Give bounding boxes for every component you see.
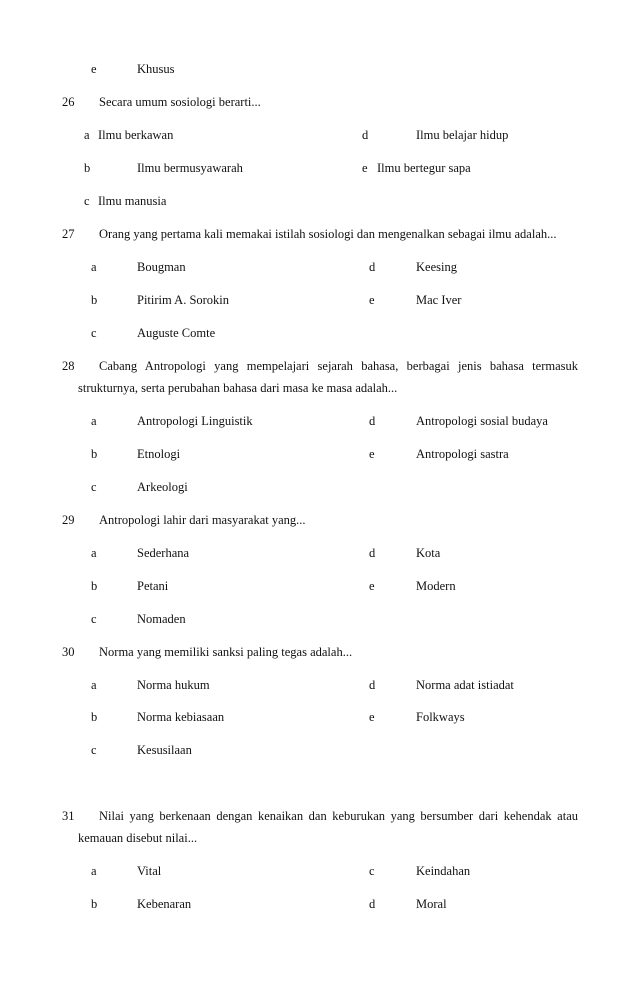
option-label: d [369, 897, 376, 911]
option-text: Auguste Comte [137, 326, 216, 340]
option-label: e [369, 579, 375, 593]
option-label: c [91, 743, 97, 757]
option-text: Folkways [416, 710, 465, 724]
option-label: e [362, 161, 368, 175]
option-label: d [369, 260, 376, 274]
option-label: b [91, 579, 98, 593]
option-label: b [91, 293, 98, 307]
option-text: Arkeologi [137, 480, 188, 494]
question-number: 26 [62, 95, 75, 109]
option-text: Moral [416, 897, 447, 911]
option-label: a [91, 414, 97, 428]
option-label: d [362, 128, 369, 142]
option-text: Etnologi [137, 447, 181, 461]
option-text: Mac Iver [416, 293, 462, 307]
option-text: Modern [416, 579, 456, 593]
option-text: Norma kebiasaan [137, 710, 225, 724]
option-text: Nomaden [137, 612, 186, 626]
option-label: c [91, 326, 97, 340]
option-text: Kota [416, 546, 441, 560]
question-number: 29 [62, 513, 75, 527]
option-text: Antropologi Linguistik [137, 414, 253, 428]
option-text: Ilmu belajar hidup [416, 128, 509, 142]
question-number: 31 [62, 809, 75, 823]
option-label: a [91, 678, 97, 692]
option-label: d [369, 546, 376, 560]
question-number: 27 [62, 227, 75, 241]
option-label: e [369, 710, 375, 724]
option-label: a [91, 260, 97, 274]
question-text: Secara umum sosiologi berarti... [99, 95, 261, 109]
option-text: Bougman [137, 260, 186, 274]
option-text: Kesusilaan [137, 743, 192, 757]
question-text: Norma yang memiliki sanksi paling tegas adalah... [99, 645, 353, 659]
option-text: Petani [137, 579, 169, 593]
option-label: e [91, 62, 97, 76]
option-label: e [369, 293, 375, 307]
option-text: Vital [137, 864, 162, 878]
option-text: Kebenaran [137, 897, 192, 911]
option-text: Ilmu berkawan [98, 128, 174, 142]
question-number: 28 [62, 359, 75, 373]
option-text: Antropologi sastra [416, 447, 509, 461]
option-label: b [84, 161, 91, 175]
option-label: b [91, 447, 98, 461]
option-label: a [91, 546, 97, 560]
option-label: d [369, 414, 376, 428]
option-label: c [84, 194, 90, 208]
option-label: b [91, 710, 98, 724]
option-text: Khusus [137, 62, 175, 76]
option-label: c [91, 480, 97, 494]
option-label: c [369, 864, 375, 878]
option-label: d [369, 678, 376, 692]
option-label: a [91, 864, 97, 878]
option-text: Ilmu manusia [98, 194, 167, 208]
question-text-continued: kemauan disebut nilai... [78, 831, 198, 845]
option-text: Antropologi sosial budaya [416, 414, 548, 428]
option-text: Keesing [416, 260, 457, 274]
option-text: Norma adat istiadat [416, 678, 514, 692]
option-label: a [84, 128, 90, 142]
option-label: c [91, 612, 97, 626]
question-number: 30 [62, 645, 75, 659]
question-text: Antropologi lahir dari masyarakat yang... [99, 513, 306, 527]
option-label: b [91, 897, 98, 911]
question-text: Nilai yang berkenaan dengan kenaikan dan keburukan yang bersumber dari kehendak atau [99, 809, 578, 823]
option-text: Ilmu bermusyawarah [137, 161, 243, 175]
question-text: Cabang Antropologi yang mempelajari sejarah bahasa, berbagai jenis bahasa termasuk [99, 359, 578, 373]
question-text-continued: strukturnya, serta perubahan bahasa dari masa ke masa adalah... [78, 381, 398, 395]
option-text: Norma hukum [137, 678, 210, 692]
option-text: Ilmu bertegur sapa [377, 161, 471, 175]
option-text: Keindahan [416, 864, 471, 878]
option-text: Pitirim A. Sorokin [137, 293, 230, 307]
option-label: e [369, 447, 375, 461]
question-text: Orang yang pertama kali memakai istilah sosiologi dan mengenalkan sebagai ilmu adalah... [99, 227, 557, 241]
option-text: Sederhana [137, 546, 190, 560]
